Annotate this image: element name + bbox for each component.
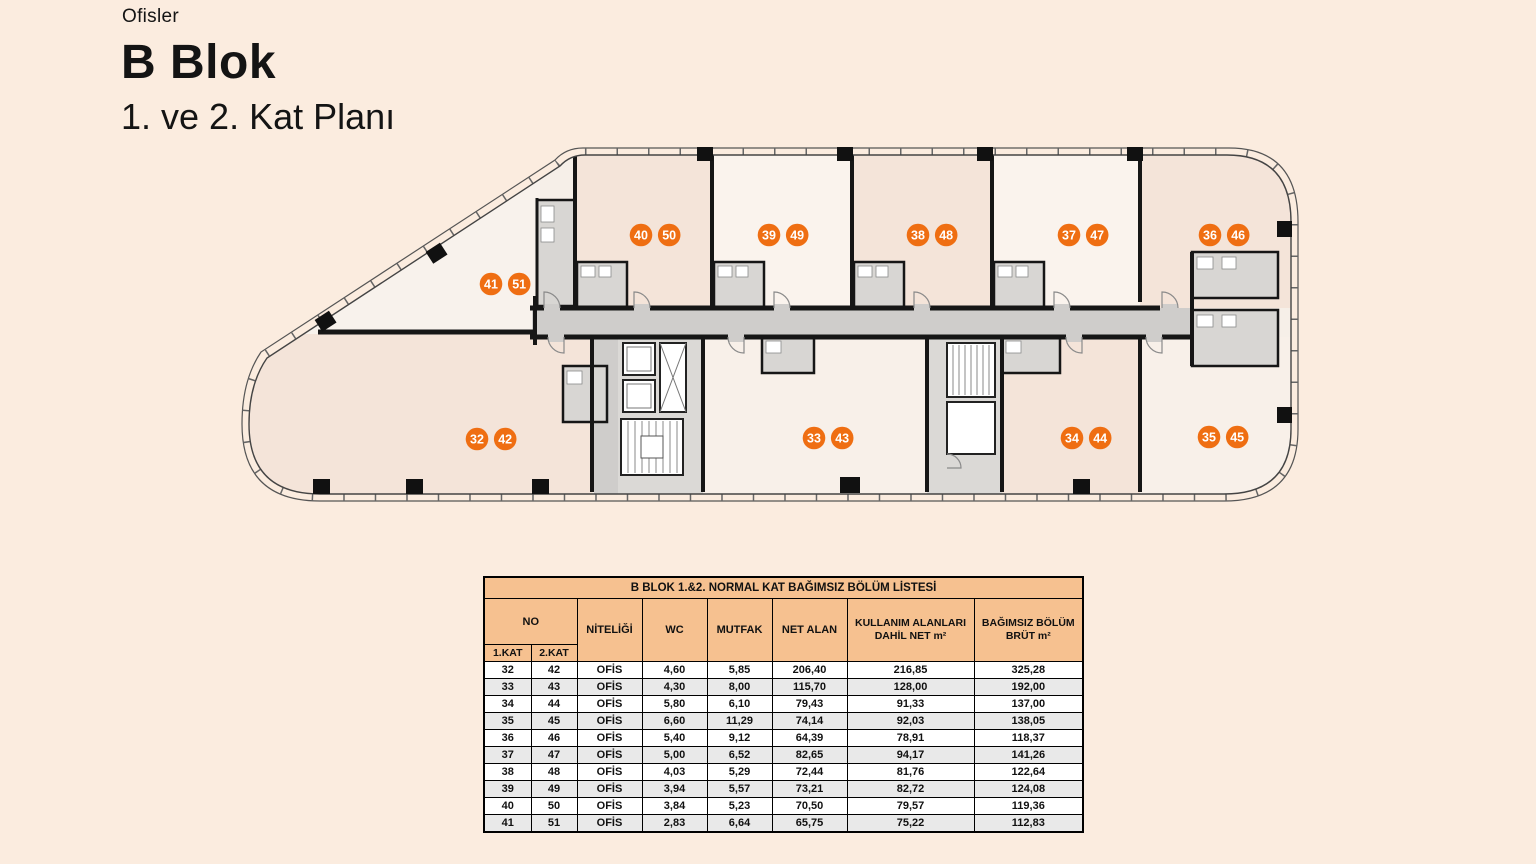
table-cell: 32 <box>484 662 531 679</box>
table-cell: 33 <box>484 679 531 696</box>
unit-badge-number: 38 <box>911 228 925 243</box>
table-cell: 47 <box>531 747 577 764</box>
table-row <box>484 764 1083 781</box>
unit-badge-number: 50 <box>662 228 677 243</box>
table-cell: 92,03 <box>847 713 974 730</box>
table-cell: 3,94 <box>642 781 707 798</box>
col-header-no: NO <box>484 599 577 645</box>
table-row <box>484 713 1083 730</box>
table-cell: 79,43 <box>772 696 847 713</box>
table-cell: 4,60 <box>642 662 707 679</box>
table-cell: 35 <box>484 713 531 730</box>
table-cell: 73,21 <box>772 781 847 798</box>
units-table-wrap <box>483 576 1082 833</box>
unit-badge-number: 45 <box>1230 430 1245 445</box>
table-cell: OFİS <box>577 730 642 747</box>
table-cell: 124,08 <box>974 781 1083 798</box>
table-cell: OFİS <box>577 781 642 798</box>
table-cell: OFİS <box>577 798 642 815</box>
room-41-51 <box>255 150 540 335</box>
table-cell: 72,44 <box>772 764 847 781</box>
table-cell: OFİS <box>577 713 642 730</box>
table-cell: 119,36 <box>974 798 1083 815</box>
col-header-net-alan: NET ALAN <box>772 599 847 662</box>
table-cell: 5,57 <box>707 781 772 798</box>
table-cell: 6,52 <box>707 747 772 764</box>
table-cell: 49 <box>531 781 577 798</box>
table-cell: 46 <box>531 730 577 747</box>
table-cell: 5,29 <box>707 764 772 781</box>
table-cell: 128,00 <box>847 679 974 696</box>
core-room-right <box>947 402 995 454</box>
table-cell: 43 <box>531 679 577 696</box>
table-cell: 74,14 <box>772 713 847 730</box>
table-row <box>484 662 1083 679</box>
table-cell: 82,72 <box>847 781 974 798</box>
table-cell: 38 <box>484 764 531 781</box>
col-header-wc: WC <box>642 599 707 662</box>
elevator-2 <box>623 380 655 412</box>
unit-badge-number: 35 <box>1202 430 1216 445</box>
table-cell: OFİS <box>577 679 642 696</box>
table-cell: 3,84 <box>642 798 707 815</box>
table-cell: 11,29 <box>707 713 772 730</box>
table-cell: 4,03 <box>642 764 707 781</box>
table-body <box>484 662 1083 833</box>
unit-badge-number: 49 <box>790 228 805 243</box>
unit-badge-number: 34 <box>1065 431 1079 446</box>
table-cell: 79,57 <box>847 798 974 815</box>
table-cell: 51 <box>531 815 577 833</box>
table-row <box>484 696 1083 713</box>
table-cell: 5,40 <box>642 730 707 747</box>
table-cell: 118,37 <box>974 730 1083 747</box>
table-cell: 41 <box>484 815 531 833</box>
table-cell: 91,33 <box>847 696 974 713</box>
table-cell: 34 <box>484 696 531 713</box>
table-cell: 42 <box>531 662 577 679</box>
page-subtitle: 1. ve 2. Kat Planı <box>121 96 396 137</box>
table-cell: 40 <box>484 798 531 815</box>
page-title: B Blok <box>121 36 277 89</box>
table-cell: 112,83 <box>974 815 1083 833</box>
table-cell: 137,00 <box>974 696 1083 713</box>
table-cell: 37 <box>484 747 531 764</box>
table-cell: 115,70 <box>772 679 847 696</box>
unit-badge-number: 44 <box>1093 431 1108 446</box>
unit-badge-number: 40 <box>634 228 648 243</box>
unit-badge-number: 42 <box>498 432 513 447</box>
table-cell: 2,83 <box>642 815 707 833</box>
table-cell: 39 <box>484 781 531 798</box>
table-cell: 82,65 <box>772 747 847 764</box>
table-cell: 6,10 <box>707 696 772 713</box>
table-cell: 45 <box>531 713 577 730</box>
col-header-niteligi: NİTELİĞİ <box>577 599 642 662</box>
elevator-1 <box>623 343 655 375</box>
col-header-kullanim: KULLANIM ALANLARI DAHİL NET m² <box>847 599 974 662</box>
table-cell: 192,00 <box>974 679 1083 696</box>
table-cell: 5,85 <box>707 662 772 679</box>
col-header-kat1: 1.KAT <box>484 645 531 662</box>
table-cell: 64,39 <box>772 730 847 747</box>
table-cell: OFİS <box>577 696 642 713</box>
table-cell: 122,64 <box>974 764 1083 781</box>
unit-badge-number: 47 <box>1090 228 1105 243</box>
table-cell: 48 <box>531 764 577 781</box>
table-cell: 65,75 <box>772 815 847 833</box>
table-cell: 5,00 <box>642 747 707 764</box>
plan-interior <box>240 150 1300 499</box>
unit-badge-number: 46 <box>1231 228 1246 243</box>
table-row <box>484 781 1083 798</box>
table-row <box>484 730 1083 747</box>
table-cell: 5,23 <box>707 798 772 815</box>
table-cell: 9,12 <box>707 730 772 747</box>
table-cell: 6,64 <box>707 815 772 833</box>
table-cell: 44 <box>531 696 577 713</box>
unit-badge-number: 32 <box>470 432 484 447</box>
unit-badge-number: 48 <box>939 228 954 243</box>
table-row <box>484 747 1083 764</box>
table-cell: 138,05 <box>974 713 1083 730</box>
table-cell: 206,40 <box>772 662 847 679</box>
header-eyebrow: Ofisler <box>122 6 179 27</box>
col-header-kat2: 2.KAT <box>531 645 577 662</box>
table-cell: 36 <box>484 730 531 747</box>
table-title: B BLOK 1.&2. NORMAL KAT BAĞIMSIZ BÖLÜM LİSTESİ <box>484 577 1083 599</box>
table-row <box>484 679 1083 696</box>
unit-badge-number: 43 <box>835 431 850 446</box>
table-cell: 50 <box>531 798 577 815</box>
table-row <box>484 815 1083 833</box>
table-cell: 141,26 <box>974 747 1083 764</box>
table-cell: OFİS <box>577 662 642 679</box>
col-header-mutfak: MUTFAK <box>707 599 772 662</box>
table-cell: 325,28 <box>974 662 1083 679</box>
units-table <box>483 576 1084 833</box>
table-cell: 70,50 <box>772 798 847 815</box>
table-cell: 8,00 <box>707 679 772 696</box>
table-cell: 75,22 <box>847 815 974 833</box>
table-cell: OFİS <box>577 815 642 833</box>
table-cell: 5,80 <box>642 696 707 713</box>
unit-badge-number: 39 <box>762 228 776 243</box>
table-cell: 6,60 <box>642 713 707 730</box>
corridor <box>532 308 1192 337</box>
unit-badge-number: 37 <box>1062 228 1076 243</box>
table-cell: 94,17 <box>847 747 974 764</box>
unit-badge-number: 51 <box>512 277 527 292</box>
table-cell: 216,85 <box>847 662 974 679</box>
unit-badge-number: 36 <box>1203 228 1217 243</box>
col-header-brut: BAĞIMSIZ BÖLÜM BRÜT m² <box>974 599 1083 662</box>
table-cell: OFİS <box>577 764 642 781</box>
table-cell: 78,91 <box>847 730 974 747</box>
unit-badge-number: 41 <box>484 277 498 292</box>
table-row <box>484 798 1083 815</box>
room-32-42 <box>240 334 592 499</box>
table-cell: OFİS <box>577 747 642 764</box>
unit-badge-number: 33 <box>807 431 821 446</box>
table-cell: 81,76 <box>847 764 974 781</box>
table-cell: 4,30 <box>642 679 707 696</box>
